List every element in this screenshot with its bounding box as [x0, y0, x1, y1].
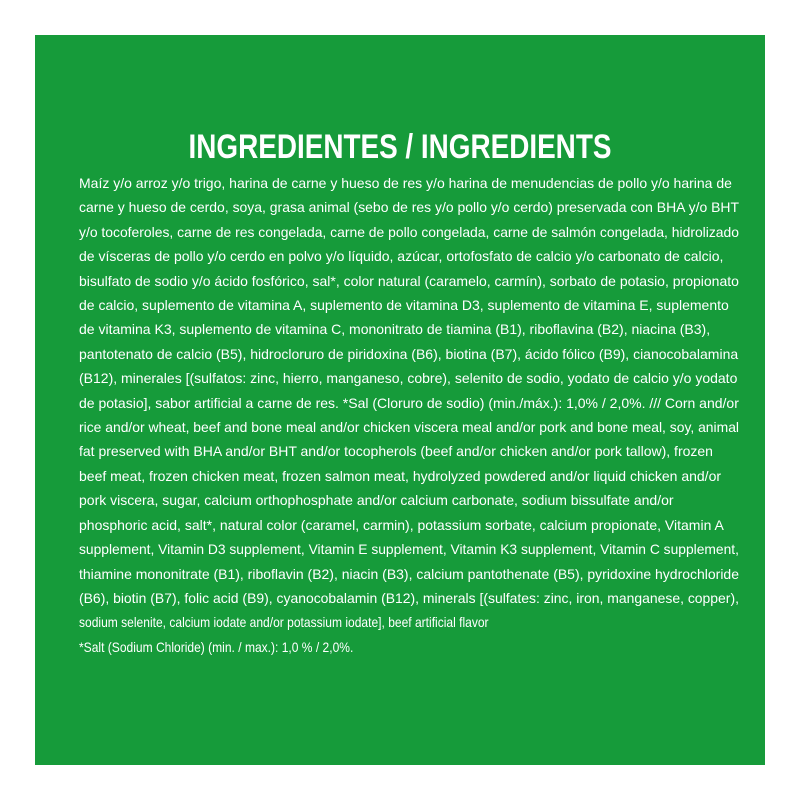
- ingredient-line: beef meat, frozen chicken meat, frozen salmon meat, hydrolyzed powdered and/or liquid chicken and/or: [79, 467, 722, 484]
- ingredients-title: INGREDIENTES / INGREDIENTS: [188, 128, 612, 166]
- ingredient-line: thiamine mononitrate (B1), riboflavin (B2), niacin (B3), calcium pantothenate (B5), pyridoxine hydrochloride: [79, 565, 739, 582]
- ingredient-line: pantotenato de calcio (B5), hidrocloruro de piridoxina (B6), biotina (B7), ácido fólico (B9), cianocobalamina: [79, 345, 739, 362]
- ingredient-line: (B6), biotin (B7), folic acid (B9), cyanocobalamin (B12), minerals [(sulfates: zinc, iron, manganese, copper),: [79, 589, 739, 606]
- ingredient-line: pork viscera, sugar, calcium orthophosphate and/or calcium carbonate, sodium bissulfate and/or: [79, 492, 674, 509]
- ingredient-line: y/o tocoferoles, carne de res congelada, carne de pollo congelada, carne de salmón congelada, hidrolizado: [79, 223, 740, 240]
- ingredient-line: de vitamina K3, suplemento de vitamina C, mononitrato de tiamina (B1), riboflavina (B2), niacina (B3),: [79, 321, 711, 338]
- ingredient-line: de calcio, suplemento de vitamina A, suplemento de vitamina D3, suplemento de vitamina E, suplemento: [79, 297, 729, 314]
- ingredient-line: supplement, Vitamin D3 supplement, Vitamin E supplement, Vitamin K3 supplement, Vitamin C supplement,: [79, 541, 739, 558]
- ingredient-line: (B12), minerales [(sulfatos: zinc, hierro, manganeso, cobre), selenito de sodio, yodato de calcio y/o yodato: [79, 370, 738, 387]
- ingredient-line: carne y hueso de cerdo, soya, grasa animal (sebo de res y/o pollo y/o cerdo) preservada con BHA y/o BHT: [79, 199, 739, 216]
- ingredient-line: *Salt (Sodium Chloride) (min. / max.): 1,0 % / 2,0%.: [79, 638, 354, 655]
- ingredient-line: de potasio], sabor artificial a carne de res. *Sal (Cloruro de sodio) (min./máx.): 1,0% / 2,0%. /// Corn and/or: [79, 394, 739, 411]
- ingredient-line: de vísceras de pollo y/o cerdo en polvo y/o líquido, azúcar, ortofosfato de calcio y/o carbonato de calcio,: [79, 248, 724, 265]
- ingredient-line: rice and/or wheat, beef and bone meal and/or chicken viscera meal and/or pork and bone meal, soy, animal: [79, 419, 740, 436]
- ingredient-line: bisulfato de sodio y/o ácido fosfórico, sal*, color natural (caramelo, carmín), sorbato de potasio, propionato: [79, 272, 739, 289]
- ingredient-line: Maíz y/o arroz y/o trigo, harina de carne y hueso de res y/o harina de menudencias de pollo y/o harina de: [79, 175, 732, 191]
- ingredient-line: phosphoric acid, salt*, natural color (caramel, carmin), potassium sorbate, calcium propionate, Vitamin A: [79, 516, 724, 533]
- ingredient-line: fat preserved with BHA and/or BHT and/or tocopherols (beef and/or chicken and/or pork tallow), frozen: [79, 443, 713, 460]
- ingredients-panel: [35, 35, 765, 765]
- ingredient-line: sodium selenite, calcium iodate and/or potassium iodate], beef artificial flavor: [79, 614, 489, 631]
- ingredients-text: [79, 171, 739, 659]
